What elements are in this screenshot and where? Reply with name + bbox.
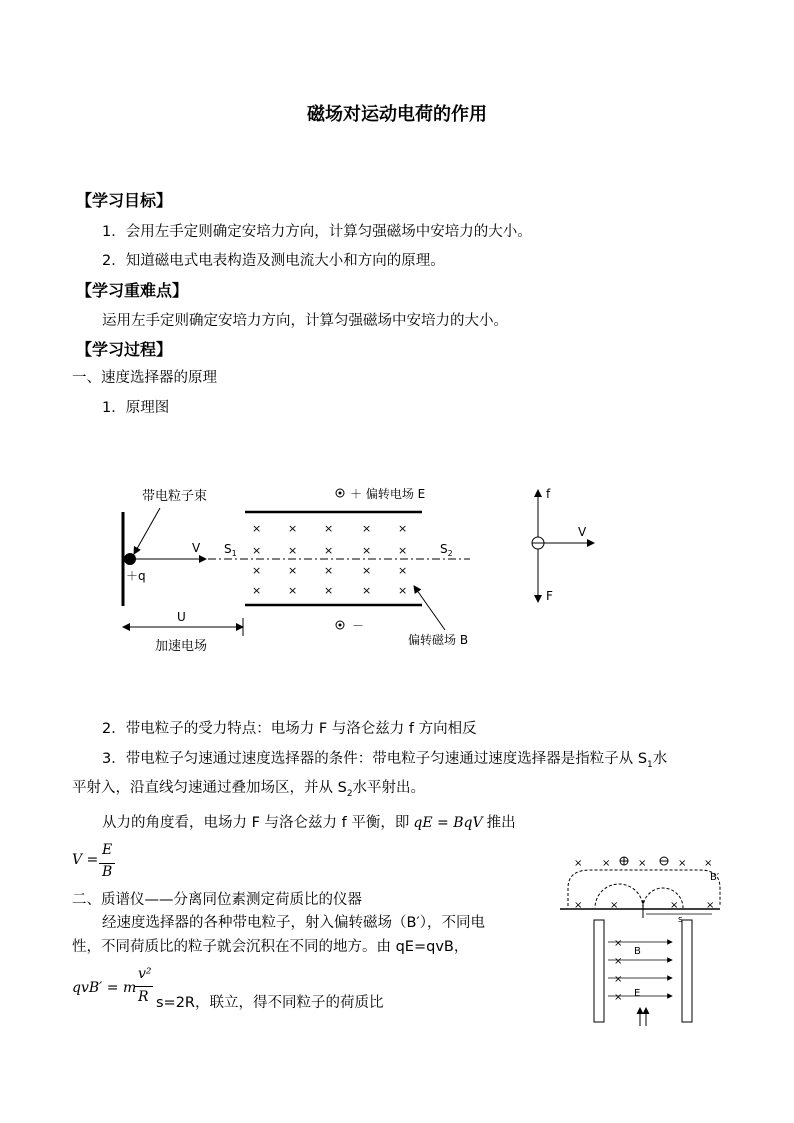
s1-label: $S_1$ (224, 542, 237, 558)
page-title: 磁场对运动电荷的作用 (307, 104, 487, 125)
svg-text:×: × (324, 522, 334, 535)
svg-text:×: × (362, 564, 372, 577)
svg-text:×: × (398, 584, 408, 597)
svg-text:×: × (324, 564, 334, 577)
svg-text:×: × (704, 858, 713, 869)
svg-text:×: × (614, 992, 623, 1003)
goal-item-1: 1．会用左手定则确定安培力方向，计算匀强磁场中安培力的大小。 (102, 224, 532, 240)
b-field-label: 偏转磁场 B (408, 633, 469, 647)
svg-text:×: × (610, 900, 619, 911)
e-label: E (634, 988, 641, 999)
svg-text:×: × (670, 900, 679, 911)
svg-text:×: × (614, 974, 623, 985)
svg-text:×: × (614, 956, 623, 967)
item-3-line-1: 3．带电粒子匀速通过速度选择器的条件：带电粒子匀速通过速度选择器是指粒子从 $S_1$水 (102, 751, 668, 770)
velocity-selector-diagram (100, 470, 500, 670)
section-1-title: 一、速度选择器的原理 (72, 370, 217, 386)
minus-plate-label: － (352, 619, 365, 633)
v-label: V (192, 541, 201, 555)
svg-text:×: × (574, 858, 583, 869)
bprime-field-crosses (574, 858, 714, 911)
mass-spec-line-3: s=2R，联立，得不同粒子的荷质比 (156, 995, 384, 1011)
svg-text:×: × (574, 900, 583, 911)
svg-text:×: × (362, 544, 372, 557)
force-F-label: F (546, 589, 553, 603)
mass-spectrometer-diagram (560, 848, 730, 1028)
item-1-label: 1．原理图 (102, 400, 170, 416)
item-3-line-2: 平射入，沿直线匀速通过叠加场区，并从 $S_2$水平射出。 (72, 780, 426, 799)
svg-text:×: × (252, 544, 262, 557)
svg-text:×: × (324, 544, 334, 557)
plus-plate-label: ＋ 偏转电场 E (350, 487, 426, 501)
charge-label: ＋q (126, 569, 146, 583)
svg-text:×: × (638, 858, 647, 869)
svg-text:×: × (398, 544, 408, 557)
svg-text:×: × (602, 858, 611, 869)
svg-text:×: × (252, 564, 262, 577)
bprime-label: B′ (710, 872, 720, 883)
particle-dot (124, 553, 136, 565)
svg-text:×: × (288, 544, 298, 557)
mass-spec-line-2: 性，不同荷质比的粒子就会沉积在不同的地方。由 qE=qvB， (72, 939, 469, 955)
svg-text:×: × (288, 522, 298, 535)
mass-spec-line-1: 经速度选择器的各种带电粒子，射入偏转磁场（B′），不同电 (102, 915, 485, 931)
u-label: U (177, 610, 186, 624)
svg-text:×: × (252, 522, 262, 535)
svg-text:×: × (614, 938, 623, 949)
svg-text:×: × (706, 900, 715, 911)
goal-item-2: 2．知道磁电式电表构造及测电流大小和方向的原理。 (102, 253, 445, 269)
svg-text:×: × (288, 584, 298, 597)
svg-text:×: × (252, 584, 262, 597)
force-diagram (510, 478, 610, 608)
s2-label: $S_2$ (440, 542, 453, 558)
section-2-title: 二、质谱仪——分离同位素测定荷质比的仪器 (72, 892, 362, 908)
svg-text:×: × (398, 564, 408, 577)
key-points-text: 运用左手定则确定安培力方向，计算匀强磁场中安培力的大小。 (102, 313, 508, 329)
beam-label: 带电粒子束 (142, 489, 208, 504)
process-heading: 【学习过程】 (76, 340, 173, 359)
force-balance-text: 从力的角度看，电场力 F 与洛仑兹力 f 平衡，即 qE = BqV 推出 (102, 815, 516, 831)
svg-text:×: × (288, 564, 298, 577)
svg-text:×: × (324, 584, 334, 597)
goals-heading: 【学习目标】 (76, 191, 173, 210)
svg-text:×: × (362, 584, 372, 597)
svg-text:×: × (362, 522, 372, 535)
s-label: s (678, 915, 683, 925)
svg-text:×: × (678, 858, 687, 869)
svg-text:×: × (398, 522, 408, 535)
b-label: B (634, 946, 641, 957)
accel-label: 加速电场 (155, 639, 208, 654)
item-2-text: 2．带电粒子的受力特点：电场力 F 与洛仑兹力 f 方向相反 (102, 721, 477, 737)
force-f-label: f (546, 487, 551, 501)
key-points-heading: 【学习重难点】 (76, 281, 189, 300)
force-v-label: V (578, 525, 587, 539)
